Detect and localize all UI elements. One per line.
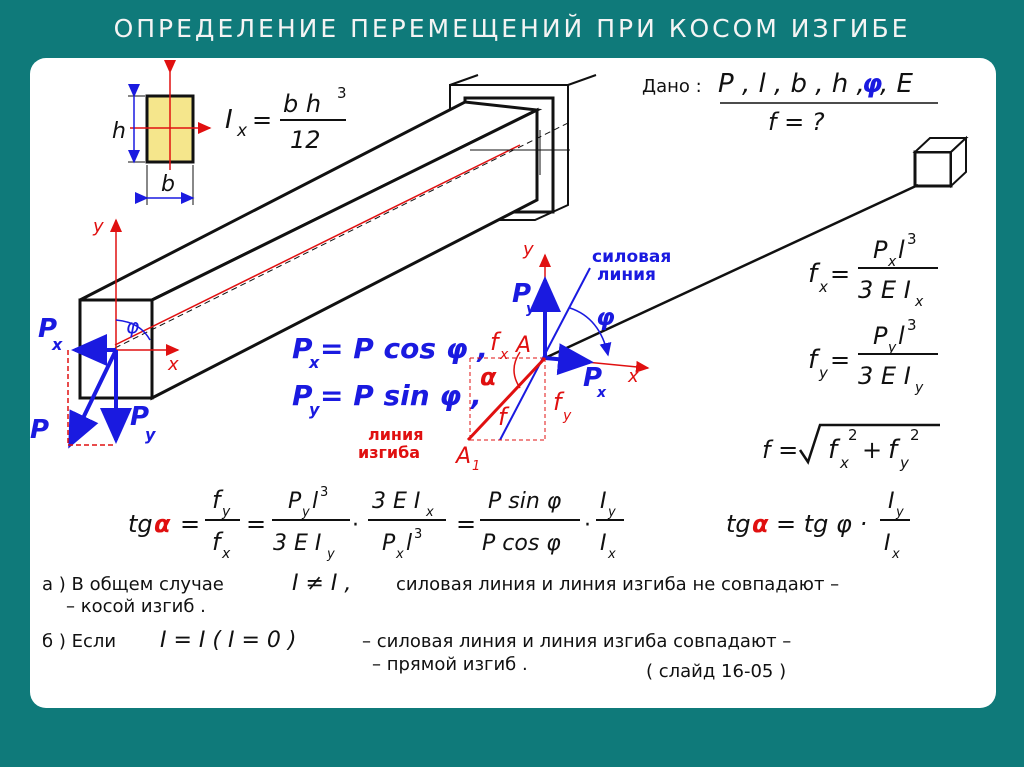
svg-text:I: I (888, 489, 895, 514)
svg-text:P: P (288, 489, 302, 514)
svg-text:=: = (456, 510, 477, 538)
svg-text:x: x (608, 547, 616, 562)
svg-text:– косой изгиб .: – косой изгиб . (66, 596, 206, 617)
svg-text:y: y (819, 364, 828, 382)
svg-text:1: 1 (472, 459, 481, 474)
svg-text:линия: линия (368, 425, 424, 444)
svg-text:x: x (892, 547, 900, 562)
svg-text:y: y (93, 216, 104, 237)
svg-text:3 E I: 3 E I (858, 276, 911, 304)
force-components (292, 332, 488, 419)
svg-text:=: = (246, 510, 267, 538)
svg-text:x: x (915, 294, 924, 310)
svg-text:I = I ( I = 0 ): I = I ( I = 0 ) (160, 628, 297, 653)
svg-text:x: x (309, 353, 320, 372)
svg-text:y: y (327, 547, 335, 562)
svg-text:y: y (888, 340, 897, 356)
svg-text:x: x (222, 546, 231, 562)
svg-text:x: x (597, 385, 607, 401)
svg-text:φ: φ (862, 69, 883, 99)
svg-text:P: P (30, 415, 50, 445)
svg-text:3: 3 (320, 485, 329, 500)
svg-text:y: y (309, 400, 320, 419)
svg-text:l: l (898, 322, 905, 350)
svg-text:I: I (600, 531, 607, 556)
svg-text:x: x (396, 547, 404, 562)
svg-text:=: = (830, 260, 851, 288)
deflection-formulas (762, 230, 940, 472)
svg-text:x: x (840, 454, 849, 472)
svg-text:·: · (352, 513, 359, 538)
svg-text:f: f (498, 403, 507, 431)
page-title: ОПРЕДЕЛЕНИЕ ПЕРЕМЕЩЕНИЙ ПРИ КОСОМ ИЗГИБЕ (113, 14, 911, 43)
notes (42, 571, 839, 682)
svg-text:I: I (225, 105, 233, 135)
svg-text:α: α (752, 510, 769, 538)
svg-text:f: f (808, 259, 818, 289)
svg-text:tg: tg (726, 510, 751, 538)
svg-text:=: = (180, 510, 201, 538)
svg-text:3: 3 (414, 527, 423, 542)
svg-text:а ) В общем случае: а ) В общем случае (42, 574, 224, 595)
svg-text:3 E I: 3 E I (858, 362, 911, 390)
svg-text:x: x (628, 366, 639, 387)
svg-text:A: A (456, 444, 472, 469)
svg-text:f: f (212, 486, 221, 514)
svg-text:l: l (312, 489, 319, 514)
svg-text:φ: φ (126, 314, 140, 338)
svg-text:I: I (600, 489, 607, 514)
svg-text:y: y (900, 454, 909, 472)
svg-text:α: α (480, 363, 497, 391)
svg-text:P: P (583, 363, 603, 393)
svg-text:l: l (898, 236, 905, 264)
svg-text:P: P (873, 322, 888, 350)
svg-text:3: 3 (907, 230, 917, 248)
svg-text:x: x (52, 335, 63, 354)
svg-text:I: I (884, 531, 891, 556)
svg-text:P: P (873, 236, 888, 264)
svg-text:y: y (302, 505, 310, 520)
svg-text:+: + (862, 436, 883, 464)
svg-text:b h: b h (283, 90, 322, 118)
svg-text:f =: f = (762, 436, 799, 464)
svg-text:x: x (819, 278, 828, 296)
svg-text:f: f (490, 328, 499, 356)
svg-text:Дано :: Дано : (642, 76, 702, 97)
svg-text:P , l , b , h ,: P , l , b , h , (718, 69, 865, 99)
svg-text:P: P (38, 314, 58, 344)
svg-text:x: x (500, 347, 509, 363)
given-block (642, 69, 938, 136)
svg-text:f: f (828, 435, 838, 465)
svg-text:3 E I: 3 E I (372, 489, 421, 514)
svg-text:= tg φ ·: = tg φ · (776, 510, 868, 538)
svg-text:x: x (888, 254, 897, 270)
svg-text:f: f (808, 345, 818, 375)
svg-text:x: x (168, 354, 179, 375)
svg-text:, E: , E (880, 69, 913, 99)
svg-text:P cos φ: P cos φ (482, 531, 561, 556)
svg-text:силовая: силовая (592, 247, 672, 267)
b-label: b (161, 172, 175, 197)
svg-text:φ: φ (596, 303, 615, 331)
ix-formula (225, 84, 347, 154)
cross-section (112, 72, 210, 205)
svg-text:– прямой изгиб .: – прямой изгиб . (372, 654, 528, 675)
svg-text:3: 3 (337, 84, 347, 102)
svg-text:tg: tg (128, 510, 153, 538)
svg-text:y: y (526, 301, 536, 317)
svg-text:P: P (292, 332, 313, 365)
svg-text:y: y (915, 380, 924, 396)
svg-text:y: y (896, 505, 904, 520)
svg-text:( слайд 16-05 ): ( слайд 16-05 ) (646, 661, 787, 682)
tg-alpha-formula (128, 485, 910, 562)
svg-text:A: A (516, 333, 532, 358)
h-label: h (112, 119, 126, 144)
svg-text:изгиба: изгиба (358, 443, 421, 462)
svg-text:12: 12 (290, 126, 321, 154)
svg-text:y: y (608, 505, 616, 520)
svg-text:α: α (154, 510, 171, 538)
svg-text:= P sin φ ,: = P sin φ , (320, 379, 482, 412)
svg-text:2: 2 (910, 426, 920, 444)
svg-text:y: y (523, 239, 534, 260)
svg-text:– силовая линия и линия изгиба: – силовая линия и линия изгиба совпадают – (362, 631, 792, 652)
svg-text:2: 2 (848, 426, 858, 444)
svg-text:y: y (145, 425, 156, 444)
svg-text:·: · (584, 513, 591, 538)
svg-text:f: f (212, 528, 221, 556)
svg-text:линия: линия (597, 265, 656, 285)
svg-text:y: y (563, 408, 572, 424)
svg-text:f: f (553, 388, 562, 416)
svg-text:f: f (888, 435, 898, 465)
svg-text:P: P (292, 379, 313, 412)
svg-text:x: x (237, 121, 248, 141)
svg-text:P: P (130, 402, 150, 432)
svg-text:f = ?: f = ? (768, 108, 825, 136)
svg-text:y: y (222, 504, 231, 520)
svg-text:x: x (426, 505, 434, 520)
svg-text:= P cos φ ,: = P cos φ , (320, 332, 489, 365)
svg-text:силовая линия и линия изгиба н: силовая линия и линия изгиба не совпадают – (396, 574, 840, 595)
svg-text:l: l (406, 531, 413, 556)
svg-text:3: 3 (907, 316, 917, 334)
svg-text:P sin φ: P sin φ (488, 489, 562, 514)
svg-text:P: P (382, 531, 396, 556)
svg-text:б ) Если: б ) Если (42, 631, 117, 652)
svg-text:P: P (512, 279, 532, 309)
svg-text:I ≠ I ,: I ≠ I , (292, 571, 352, 596)
svg-text:3 E I: 3 E I (273, 531, 322, 556)
svg-text:=: = (830, 346, 851, 374)
svg-text:=: = (252, 106, 273, 134)
